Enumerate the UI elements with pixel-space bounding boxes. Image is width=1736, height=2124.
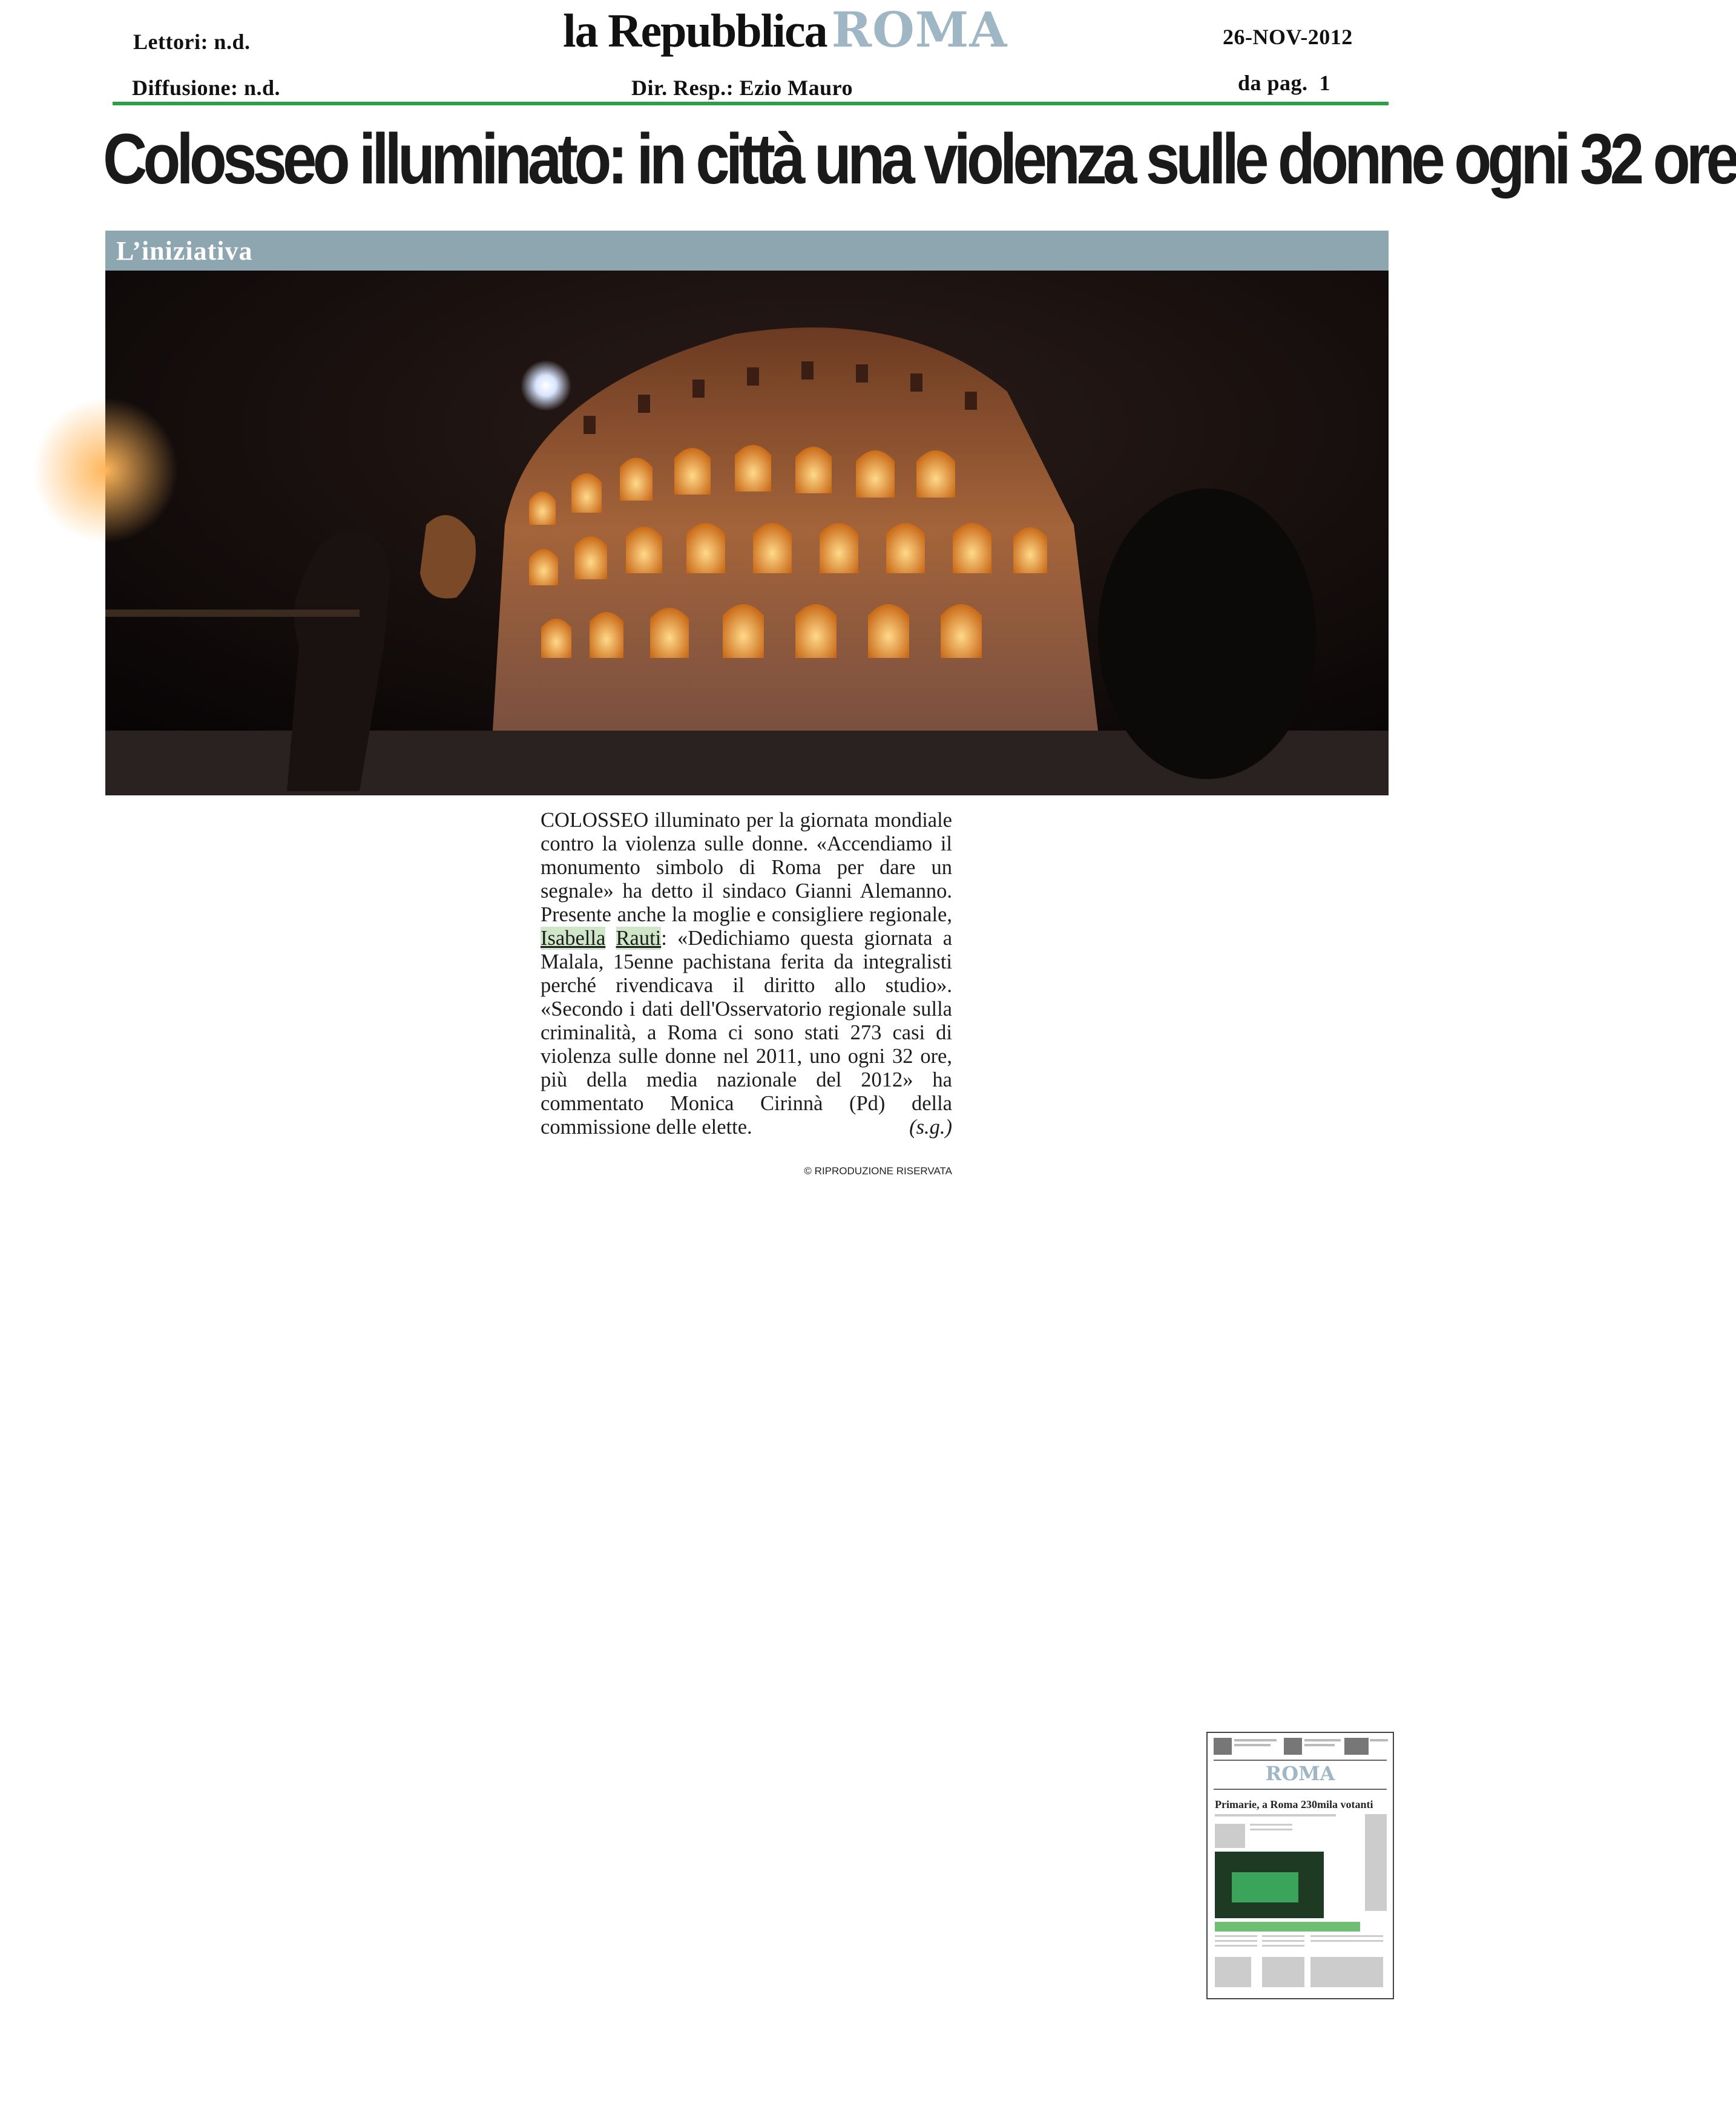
article-text-part2: : «Dedichiamo questa giornata a Malala, 15enne pachistana ferita da integralisti perché rivendicava il diritto allo studio». «Secondo i dati dell'Osservatorio regionale sulla criminalità, a Roma ci sono stati 273 casi di violenza sulle donne nel 2011, uno ogni 32 ore, più della media nazionale del 2012» ha commentato Monica Cirinnà (Pd) della commissione delle elette. (541, 927, 953, 1139)
highlighted-name-last: Rauti (616, 927, 662, 950)
page-ref-value: 1 (1319, 71, 1331, 95)
masthead (563, 1, 1007, 56)
masthead-edition: ROMA (831, 1, 1008, 58)
header-rule (113, 102, 1389, 105)
thumbnail-headline: Primarie, a Roma 230mila votanti (1215, 1798, 1373, 1810)
kicker-label: L’iniziativa (116, 236, 253, 266)
copyright-notice: © RIPRODUZIONE RISERVATA (804, 1165, 952, 1177)
circulation-label: Diffusione: n.d. (132, 76, 281, 100)
article-text-part1: COLOSSEO illuminato per la giornata mondiale contro la violenza sulle donne. «Accendiamo il monumento simbolo di Roma per dare un segnale» ha detto il sindaco Gianni Alemanno. Presente anche la moglie e consigliere regionale, (541, 809, 952, 926)
article-signature: (s.g.) (909, 1116, 952, 1139)
readers-label: Lettori: n.d. (133, 30, 251, 54)
colosseum-photo (105, 271, 1389, 795)
article-headline: Colosseo illuminato: in città una violenza sulle donne ogni 32 ore (103, 119, 1736, 199)
front-page-thumbnail (1206, 1732, 1394, 1999)
article-body (541, 809, 952, 1139)
page-ref (1238, 70, 1330, 96)
editor-label: Dir. Resp.: Ezio Mauro (631, 76, 853, 100)
thumbnail-illustration (1208, 1733, 1393, 1998)
highlighted-name-first: Isabella (541, 927, 606, 950)
kicker-bar (105, 231, 1389, 271)
thumbnail-edition: ROMA (1265, 1762, 1335, 1785)
masthead-paper-name: la Repubblica (563, 4, 827, 57)
page-ref-label: da pag. (1238, 71, 1308, 95)
colosseum-illustration (105, 271, 1389, 795)
date-label: 26-NOV-2012 (1223, 25, 1353, 49)
